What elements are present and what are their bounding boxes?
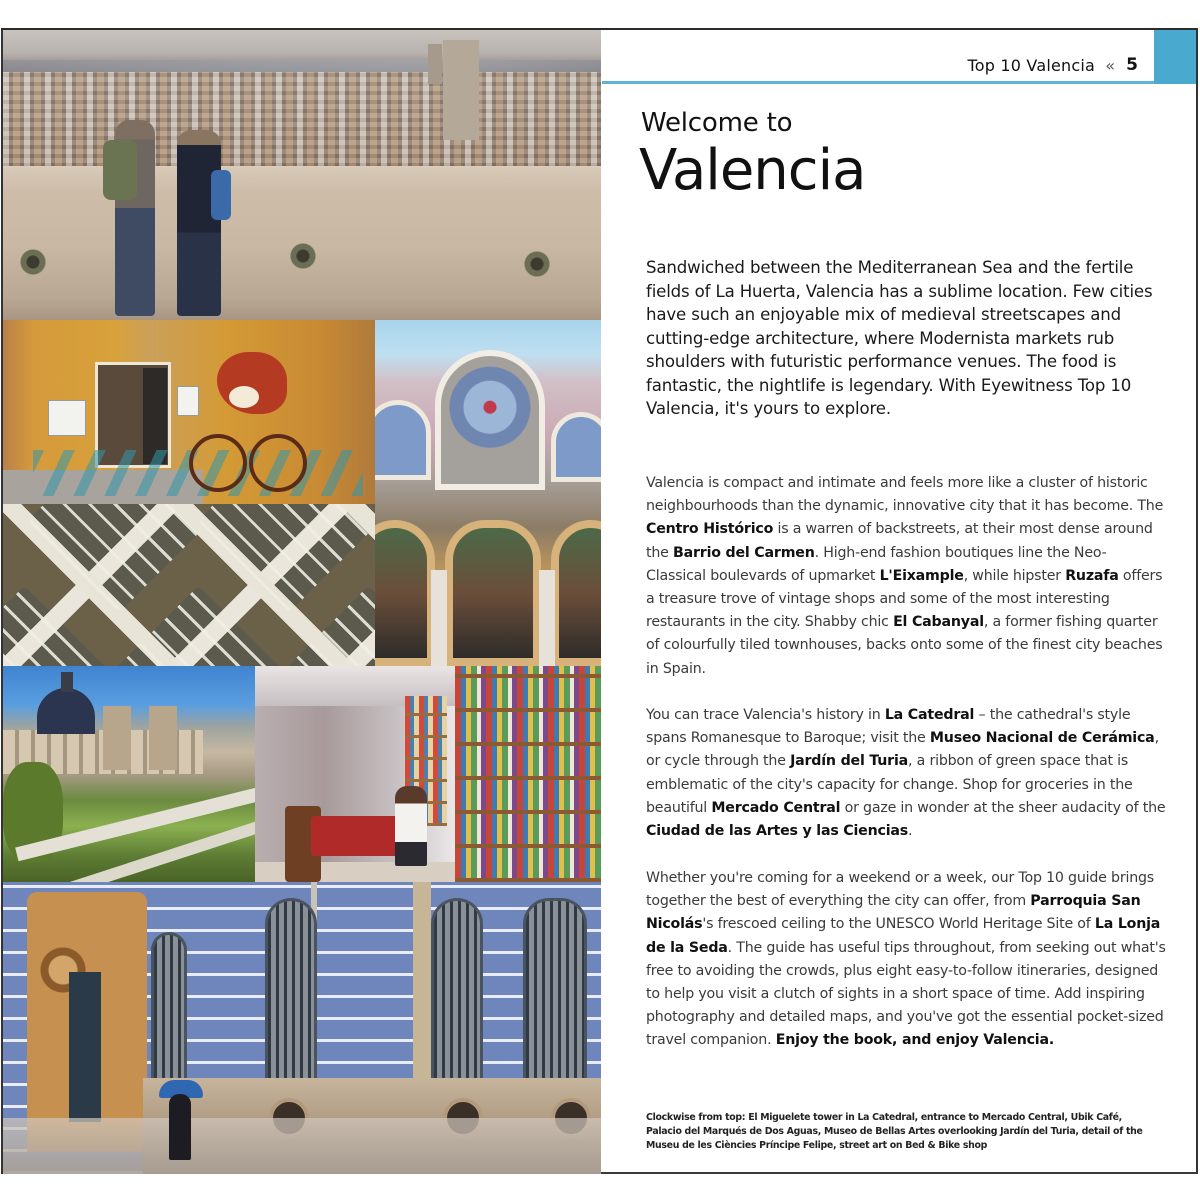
body-paragraph [646, 867, 1166, 1053]
body-text: – the cathedral's style spans Romanesque to Baroque; visit the [646, 707, 1131, 747]
window-grille-shape [523, 898, 587, 1084]
bookshelf-wall-shape [455, 666, 601, 882]
highlighted-place-name: Jardín del Turia [790, 753, 909, 770]
body-text: . High-end fashion boutiques line the Neo-Classical boulevards of upmarket [646, 544, 1107, 584]
body-text: , while hipster [963, 567, 1066, 584]
quatrefoil-ornament-icon [515, 242, 559, 286]
photo-ubik-cafe [255, 666, 601, 882]
rose-window-shape [435, 350, 545, 490]
entrance-arch-shape [375, 520, 435, 666]
intro-lede: Sandwiched between the Mediterranean Sea and the fertile fields of La Huerta, Valencia has a sublime location. Few cities have such an enjoyable mix of medieval streetscapes and cutting-edge architecture, where Modernista markets rub shoulders with futuristic performance venues. The food is fantastic, the nightlife is legendary. With Eyewitness Top 10 Valencia, it's yours to explore. [646, 258, 1153, 418]
photo-dos-aguas [3, 882, 601, 1174]
body-text: or gaze in wonder at the sheer audacity of the [840, 799, 1166, 816]
body-text: Whether you're coming for a weekend or a week, our Top 10 guide brings together the best of everything the city can offer, from [646, 870, 1154, 910]
tiled-arch-shape [551, 412, 601, 482]
body-text: . [908, 823, 913, 840]
photo-bellas-artes [3, 666, 255, 882]
body-text: You can trace Valencia's history in [646, 707, 885, 723]
body-text: 's frescoed ceiling to the UNESCO World Heritage Site of [702, 916, 1095, 933]
cityscape-shape [3, 72, 601, 172]
highlighted-place-name: La Catedral [884, 707, 975, 723]
body-text: is a warren of backstreets, at their most dense around the [646, 521, 1153, 561]
highlighted-place-name: La Lonja de la Seda [646, 916, 1161, 956]
highlighted-place-name: Enjoy the book, and enjoy Valencia. [775, 1032, 1055, 1049]
double-chevron-left-icon: « [1105, 56, 1115, 75]
page-kicker: Welcome to [641, 108, 793, 138]
photo-collage [1, 30, 601, 1174]
mural-face-shape [229, 386, 259, 408]
tower-shape [443, 40, 479, 140]
dome-shape [37, 688, 95, 734]
column-shape [539, 570, 555, 666]
pedestrian-silhouette [169, 1094, 191, 1160]
body-paragraph [646, 704, 1166, 843]
body-text: , a ribbon of green space that is emblematic of the city's capacity for change. Shop for groceries in the beautiful [646, 753, 1133, 816]
section-tab-marker [1154, 30, 1196, 84]
highlighted-place-name: Mercado Central [711, 799, 841, 816]
highlighted-place-name: Parroquia San Nicolás [646, 893, 1141, 933]
highlighted-place-name: Ruzafa [1065, 567, 1119, 584]
body-text: , a former fishing quarter of colourfully tiled townhouses, backs onto some of the finest city beaches in Spain. [646, 614, 1163, 677]
page-number: 5 [1126, 55, 1138, 75]
tower-shape [149, 706, 177, 770]
concrete-lattice-shape [3, 504, 375, 666]
photo-miguelete-view [3, 30, 601, 320]
entrance-arch-shape [445, 520, 541, 666]
book-page-spread [1, 28, 1198, 1174]
window-grille-shape [265, 898, 317, 1084]
wet-street-shape [3, 1118, 601, 1174]
running-header-title: Top 10 Valencia [967, 56, 1095, 75]
shoulder-bag-shape [211, 170, 231, 220]
highlighted-place-name: Barrio del Carmen [673, 544, 815, 561]
person-reading-silhouette [395, 786, 427, 866]
highlighted-place-name: Centro Histórico [646, 521, 774, 538]
person-silhouette [177, 130, 221, 316]
highlighted-place-name: El Cabanyal [893, 614, 984, 631]
quatrefoil-ornament-icon [11, 240, 55, 284]
bicycle-wheel-icon [249, 434, 307, 492]
backpack-shape [103, 140, 137, 200]
window-grille-shape [431, 898, 483, 1084]
photo-mercado-central [375, 320, 601, 666]
body-text: , or cycle through the [646, 730, 1159, 770]
highlighted-place-name: Museo Nacional de Cerámica [929, 730, 1155, 747]
body-text: . The guide has useful tips throughout, from seeking out what's free to avoiding the crowds, plus eight easy-to-follow itineraries, designed to help you visit a clutch of sights in a short space of time. Add inspiring photography and detailed maps, and you've got the essential pocket-sized travel companion. [646, 939, 1166, 1049]
highlighted-place-name: Ciudad de las Artes y las Ciencias [646, 823, 909, 840]
tower-shape [428, 44, 442, 84]
photo-street-art [3, 320, 375, 504]
portal-door-shape [69, 972, 101, 1122]
page-title: Valencia [639, 138, 866, 203]
bicycle-wheel-icon [189, 434, 247, 492]
column-shape [431, 570, 447, 666]
lantern-shape [61, 672, 73, 692]
entrance-arch-shape [551, 520, 601, 666]
body-text: offers a treasure trove of vintage shops and some of the most interesting restaurants in the city. Shabby chic [646, 567, 1163, 631]
table-shape [311, 816, 401, 856]
photo-caption: Clockwise from top: El Miguelete tower in La Catedral, entrance to Mercado Central, Ubik Café, Palacio del Marqués de Dos Aguas, Museo de Bellas Artes overlooking Jardín del Turia, detail of the Museu de les Ciències Príncipe Felipe, street art on Bed & Bike shop [646, 1112, 1143, 1151]
shop-sign-shape [177, 386, 199, 416]
body-text: Valencia is compact and intimate and feels more like a cluster of historic neighbourhoods than the dynamic, innovative city that it has become. The [646, 475, 1164, 515]
body-paragraph [646, 472, 1166, 681]
tower-shape [103, 706, 131, 770]
tiled-arch-shape [375, 400, 431, 480]
running-header [602, 30, 1155, 84]
photo-museu-ciencies [3, 504, 375, 666]
highlighted-place-name: L'Eixample [879, 567, 964, 584]
shop-sign-shape [48, 400, 86, 436]
quatrefoil-ornament-icon [281, 234, 325, 278]
